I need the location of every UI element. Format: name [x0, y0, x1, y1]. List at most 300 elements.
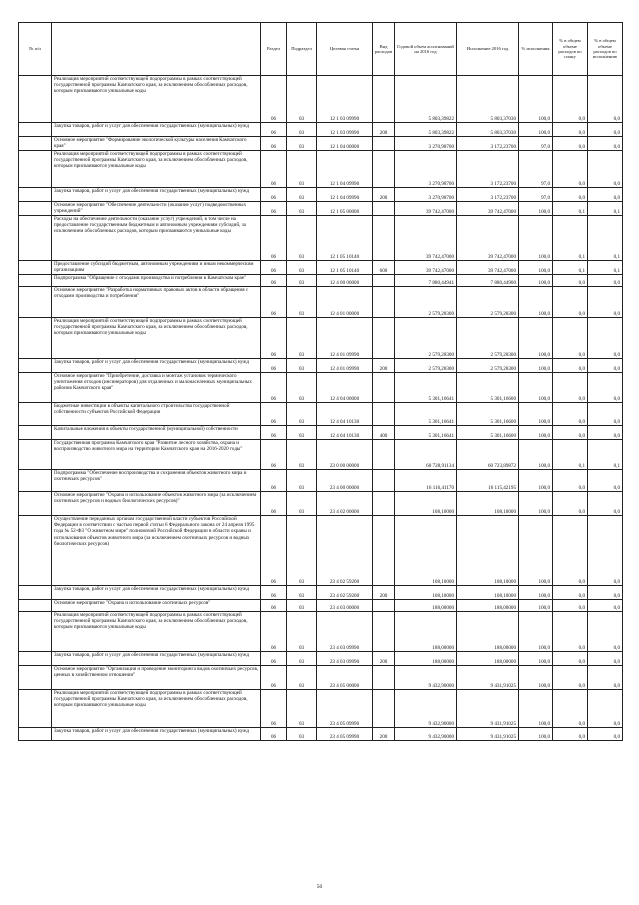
cell-share-exec: 0,0: [588, 600, 623, 612]
cell-num: [19, 440, 52, 470]
cell-executed: 2 579,28300: [457, 318, 519, 359]
cell-podrazdel: 03: [287, 426, 317, 440]
cell-share-plan: 0,0: [553, 516, 588, 586]
header-share-plan: % в общем объеме расходов по плану: [553, 23, 588, 76]
cell-share-plan: 0,0: [553, 275, 588, 287]
cell-planned: 16 116,41170: [395, 470, 457, 492]
cell-share-plan: 0,0: [553, 586, 588, 600]
cell-executed: 7 880,44900: [457, 275, 519, 287]
cell-target: 23 4 00 00000: [317, 470, 373, 492]
cell-share-plan: 0,1: [553, 261, 588, 275]
cell-podrazdel: 03: [287, 76, 317, 123]
cell-executed: 39 742,47000: [457, 261, 519, 275]
cell-planned: 188,00000: [395, 612, 457, 652]
cell-target: 12 4 04 10130: [317, 403, 373, 426]
cell-name: Бюджетные инвестиции в объекты капитального строительства государственной собственности субъектов Российской Федерации: [52, 403, 261, 426]
cell-executed: 3 172,23700: [457, 151, 519, 188]
cell-vid: [373, 151, 395, 188]
table-row: [19, 690, 623, 728]
table-row: [19, 151, 623, 188]
cell-pct: 100,0: [519, 516, 553, 586]
cell-razdel: 06: [261, 216, 287, 261]
cell-razdel: 06: [261, 151, 287, 188]
cell-executed: 9 431,91025: [457, 666, 519, 690]
cell-share-exec: 0,1: [588, 202, 623, 216]
cell-vid: [373, 516, 395, 586]
cell-name: Государственная программа Камчатского края "Развитие лесного хозяйства, охрана и воспроизводство животного мира на территории Камчатского края на 2016-2020 годы": [52, 440, 261, 470]
cell-razdel: 06: [261, 137, 287, 151]
cell-razdel: 06: [261, 275, 287, 287]
cell-podrazdel: 03: [287, 600, 317, 612]
cell-planned: 60 728,91134: [395, 440, 457, 470]
cell-num: [19, 151, 52, 188]
cell-executed: 9 431,91025: [457, 728, 519, 741]
cell-vid: 200: [373, 652, 395, 666]
cell-name: Расходы на обеспечение деятельности (оказание услуг) учреждений, в том числе на предоставление государственным бюджетным и автономным учреждениям субсидий, за исключением обособленных расходов, которым присваиваются уникальные коды: [52, 216, 261, 261]
cell-target: 23 4 02 00000: [317, 492, 373, 516]
budget-table: [18, 22, 623, 741]
cell-share-exec: 0,0: [588, 318, 623, 359]
cell-share-exec: 0,1: [588, 216, 623, 261]
cell-target: 12 4 04 10130: [317, 426, 373, 440]
cell-name: Реализация мероприятий соответствующей подпрограммы в рамках соответствующей государственной программы Камчатского края, за исключением обособленных расходов, которым присваиваются уникальные коды: [52, 151, 261, 188]
cell-vid: [373, 137, 395, 151]
header-podrazdel: Подраздел: [287, 23, 317, 76]
cell-share-plan: 0,0: [553, 492, 588, 516]
cell-razdel: 06: [261, 690, 287, 728]
cell-name: Закупка товаров, работ и услуг для обеспечения государственных (муниципальных) нужд: [52, 123, 261, 137]
header-planned: Годовой объем ассигнований на 2016 год: [395, 23, 457, 76]
header-num: № п/п: [19, 23, 52, 76]
cell-target: 12 1 04 09990: [317, 151, 373, 188]
cell-razdel: 06: [261, 359, 287, 373]
cell-planned: 9 432,90000: [395, 690, 457, 728]
cell-vid: [373, 403, 395, 426]
header-executed: Исполнение 2016 год: [457, 23, 519, 76]
cell-vid: 200: [373, 728, 395, 741]
cell-executed: 5 803,37030: [457, 123, 519, 137]
cell-vid: [373, 76, 395, 123]
cell-planned: 188,00000: [395, 600, 457, 612]
cell-pct: 100,0: [519, 123, 553, 137]
cell-pct: 100,0: [519, 403, 553, 426]
cell-name: Закупка товаров, работ и услуг для обеспечения государственных (муниципальных) нужд: [52, 586, 261, 600]
cell-target: 12 4 01 00000: [317, 287, 373, 318]
cell-name: Основное мероприятие "Разработка нормативных правовых актов в области обращения с отходами производства и потребления": [52, 287, 261, 318]
cell-planned: 9 432,90000: [395, 728, 457, 741]
cell-share-plan: 0,0: [553, 151, 588, 188]
cell-razdel: 06: [261, 373, 287, 403]
table-row: [19, 440, 623, 470]
cell-vid: 200: [373, 359, 395, 373]
cell-pct: 97,0: [519, 188, 553, 202]
header-razdel: Раздел: [261, 23, 287, 76]
cell-num: [19, 76, 52, 123]
cell-target: 12 4 00 00000: [317, 275, 373, 287]
cell-num: [19, 470, 52, 492]
cell-podrazdel: 03: [287, 728, 317, 741]
cell-name: Закупка товаров, работ и услуг для обеспечения государственных (муниципальных) нужд: [52, 359, 261, 373]
cell-planned: 3 270,98700: [395, 151, 457, 188]
cell-podrazdel: 03: [287, 151, 317, 188]
cell-name: Осуществление переданных органам государственной власти субъектов Российской Федерации в соответствии с частью первой статьи 6 Федерального закона от 24 апреля 1995 года № 52-ФЗ "О животном мире" полномочий Российской Федерации в области охраны и использования объектов животного мира (за исключением охотничьих ресурсов и водных биологических ресурсов): [52, 516, 261, 586]
cell-planned: 39 742,47000: [395, 216, 457, 261]
table-row: [19, 123, 623, 137]
table-row: [19, 728, 623, 741]
cell-planned: 5 301,16641: [395, 403, 457, 426]
header-pct: % исполнения: [519, 23, 553, 76]
cell-share-exec: 0,1: [588, 261, 623, 275]
cell-podrazdel: 03: [287, 492, 317, 516]
cell-razdel: 06: [261, 470, 287, 492]
cell-executed: 108,10000: [457, 516, 519, 586]
cell-share-exec: 0,0: [588, 516, 623, 586]
cell-share-exec: 0,0: [588, 728, 623, 741]
table-row: [19, 470, 623, 492]
table-row: [19, 426, 623, 440]
cell-share-plan: 0,0: [553, 137, 588, 151]
cell-target: 23 4 03 00000: [317, 600, 373, 612]
cell-num: [19, 188, 52, 202]
cell-name: Основное мероприятие "Формирование экологической культуры населения Камчатского края": [52, 137, 261, 151]
cell-executed: 188,00000: [457, 612, 519, 652]
cell-razdel: 06: [261, 666, 287, 690]
table-row: [19, 359, 623, 373]
cell-name: Реализация мероприятий соответствующей подпрограммы в рамках соответствующей государственной программы Камчатского края, за исключением обособленных расходов, которым присваиваются уникальные коды: [52, 612, 261, 652]
table-row: [19, 275, 623, 287]
cell-pct: 100,0: [519, 600, 553, 612]
cell-pct: 100,0: [519, 690, 553, 728]
cell-num: [19, 261, 52, 275]
cell-razdel: 06: [261, 440, 287, 470]
cell-razdel: 06: [261, 202, 287, 216]
cell-share-exec: 0,0: [588, 612, 623, 652]
table-row: [19, 373, 623, 403]
cell-share-plan: 0,0: [553, 403, 588, 426]
cell-share-exec: 0,0: [588, 137, 623, 151]
cell-target: 12 1 04 00000: [317, 137, 373, 151]
cell-num: [19, 137, 52, 151]
cell-name: Предоставление субсидий бюджетным, автономным учреждениям и иным некоммерческим организациям: [52, 261, 261, 275]
cell-podrazdel: 03: [287, 373, 317, 403]
cell-share-plan: 0,0: [553, 373, 588, 403]
budget-table-sheet: [18, 22, 622, 741]
cell-pct: 100,0: [519, 440, 553, 470]
cell-target: 23 4 05 09990: [317, 728, 373, 741]
cell-executed: 5 301,16600: [457, 403, 519, 426]
cell-pct: 97,0: [519, 151, 553, 188]
cell-podrazdel: 03: [287, 586, 317, 600]
cell-vid: [373, 287, 395, 318]
cell-planned: 2 579,28300: [395, 318, 457, 359]
cell-podrazdel: 03: [287, 202, 317, 216]
cell-name: Реализация мероприятий соответствующей подпрограммы в рамках соответствующей государственной программы Камчатского края, за исключением обособленных расходов, которым присваиваются уникальные коды: [52, 690, 261, 728]
cell-share-plan: 0,1: [553, 440, 588, 470]
cell-executed: 16 115,42195: [457, 470, 519, 492]
cell-share-exec: 0,0: [588, 652, 623, 666]
cell-razdel: 06: [261, 188, 287, 202]
cell-podrazdel: 03: [287, 287, 317, 318]
table-row: [19, 216, 623, 261]
cell-pct: 100,0: [519, 202, 553, 216]
cell-target: 23 4 03 09990: [317, 612, 373, 652]
cell-num: [19, 426, 52, 440]
cell-share-plan: 0,0: [553, 188, 588, 202]
cell-executed: 3 172,23700: [457, 188, 519, 202]
cell-share-plan: 0,1: [553, 216, 588, 261]
cell-planned: 5 803,39822: [395, 76, 457, 123]
cell-share-exec: 0,0: [588, 426, 623, 440]
cell-podrazdel: 03: [287, 359, 317, 373]
cell-planned: 2 579,28300: [395, 359, 457, 373]
cell-target: 23 4 02 59200: [317, 586, 373, 600]
cell-planned: 3 270,98700: [395, 188, 457, 202]
cell-name: Основное мероприятие "Охрана и использование охотничьих ресурсов": [52, 600, 261, 612]
cell-share-plan: 0,0: [553, 728, 588, 741]
cell-planned: 9 432,90000: [395, 666, 457, 690]
cell-name: Закупка товаров, работ и услуг для обеспечения государственных (муниципальных) нужд: [52, 652, 261, 666]
cell-share-plan: 0,0: [553, 470, 588, 492]
cell-vid: 400: [373, 426, 395, 440]
cell-podrazdel: 03: [287, 137, 317, 151]
cell-num: [19, 728, 52, 741]
cell-vid: [373, 318, 395, 359]
cell-name: Основное мероприятие "Приобретение, доставка и монтаж установок термического уничтожения отходов (инсинераторов) для отдаленных и малонаселенных муниципальных районов Камчатского края": [52, 373, 261, 403]
cell-share-exec: 0,0: [588, 151, 623, 188]
cell-share-exec: 0,0: [588, 188, 623, 202]
table-row: [19, 188, 623, 202]
cell-target: 23 4 05 00000: [317, 666, 373, 690]
cell-razdel: 06: [261, 492, 287, 516]
cell-executed: 108,10000: [457, 492, 519, 516]
cell-vid: [373, 216, 395, 261]
cell-planned: 39 742,47000: [395, 261, 457, 275]
table-row: [19, 612, 623, 652]
cell-num: [19, 612, 52, 652]
cell-podrazdel: 03: [287, 261, 317, 275]
cell-vid: [373, 492, 395, 516]
cell-share-exec: 0,0: [588, 373, 623, 403]
cell-executed: 39 742,47000: [457, 216, 519, 261]
cell-target: 12 1 03 09990: [317, 123, 373, 137]
cell-target: 23 0 00 00000: [317, 440, 373, 470]
cell-vid: [373, 600, 395, 612]
cell-name: Закупка товаров, работ и услуг для обеспечения государственных (муниципальных) нужд: [52, 188, 261, 202]
table-row: [19, 652, 623, 666]
cell-pct: 100,0: [519, 216, 553, 261]
cell-podrazdel: 03: [287, 440, 317, 470]
cell-target: 12 1 05 00000: [317, 202, 373, 216]
cell-num: [19, 652, 52, 666]
cell-num: [19, 318, 52, 359]
table-row: [19, 202, 623, 216]
cell-pct: 100,0: [519, 728, 553, 741]
table-row: [19, 137, 623, 151]
cell-executed: 108,10000: [457, 586, 519, 600]
cell-planned: 5 803,39822: [395, 123, 457, 137]
cell-share-exec: 0,0: [588, 123, 623, 137]
cell-share-plan: 0,0: [553, 612, 588, 652]
table-row: [19, 516, 623, 586]
cell-podrazdel: 03: [287, 216, 317, 261]
cell-executed: 188,00000: [457, 652, 519, 666]
cell-vid: [373, 470, 395, 492]
cell-razdel: 06: [261, 261, 287, 275]
cell-razdel: 06: [261, 600, 287, 612]
cell-share-exec: 0,0: [588, 275, 623, 287]
cell-share-exec: 0,1: [588, 440, 623, 470]
cell-num: [19, 123, 52, 137]
cell-name: Основное мероприятие "Организация и проведение мониторинга видов охотничьих ресурсов, ценных в хозяйственном отношении": [52, 666, 261, 690]
header-share-exec: % в общем объеме расходов по исполнению: [588, 23, 623, 76]
cell-share-plan: 0,0: [553, 76, 588, 123]
cell-share-plan: 0,0: [553, 600, 588, 612]
cell-num: [19, 359, 52, 373]
cell-podrazdel: 03: [287, 516, 317, 586]
cell-share-plan: 0,1: [553, 202, 588, 216]
cell-num: [19, 690, 52, 728]
cell-target: 23 4 03 09990: [317, 652, 373, 666]
cell-share-exec: 0,0: [588, 287, 623, 318]
cell-vid: 200: [373, 123, 395, 137]
cell-share-exec: 0,0: [588, 470, 623, 492]
cell-num: [19, 600, 52, 612]
cell-share-plan: 0,0: [553, 318, 588, 359]
cell-razdel: 06: [261, 516, 287, 586]
cell-vid: [373, 666, 395, 690]
cell-share-plan: 0,0: [553, 359, 588, 373]
cell-vid: [373, 202, 395, 216]
cell-planned: 108,10000: [395, 492, 457, 516]
cell-share-plan: 0,0: [553, 652, 588, 666]
cell-razdel: 06: [261, 403, 287, 426]
cell-executed: 5 301,16600: [457, 373, 519, 403]
cell-name: Закупка товаров, работ и услуг для обеспечения государственных (муниципальных) нужд: [52, 728, 261, 741]
cell-pct: 100,0: [519, 287, 553, 318]
page-number: 50: [316, 884, 323, 890]
cell-num: [19, 373, 52, 403]
cell-share-exec: 0,0: [588, 403, 623, 426]
cell-planned: 5 301,16641: [395, 426, 457, 440]
cell-num: [19, 586, 52, 600]
cell-share-exec: 0,0: [588, 690, 623, 728]
cell-executed: 39 742,47000: [457, 202, 519, 216]
cell-target: 23 4 05 09990: [317, 690, 373, 728]
cell-podrazdel: 03: [287, 275, 317, 287]
cell-name: Реализация мероприятий соответствующей подпрограммы в рамках соответствующей государственной программы Камчатского края, за исключением обособленных расходов, которым присваиваются уникальные коды: [52, 76, 261, 123]
cell-razdel: 06: [261, 426, 287, 440]
cell-vid: [373, 373, 395, 403]
cell-target: 12 1 03 09990: [317, 76, 373, 123]
table-row: [19, 600, 623, 612]
cell-executed: 2 579,28300: [457, 359, 519, 373]
cell-num: [19, 202, 52, 216]
cell-num: [19, 216, 52, 261]
table-row: [19, 261, 623, 275]
table-row: [19, 76, 623, 123]
cell-pct: 100,0: [519, 666, 553, 690]
header-vid: Вид расходов: [373, 23, 395, 76]
cell-pct: 100,0: [519, 373, 553, 403]
cell-podrazdel: 03: [287, 666, 317, 690]
cell-target: 12 1 05 10140: [317, 216, 373, 261]
cell-planned: 39 742,47000: [395, 202, 457, 216]
cell-podrazdel: 03: [287, 652, 317, 666]
cell-pct: 100,0: [519, 426, 553, 440]
cell-razdel: 06: [261, 612, 287, 652]
cell-pct: 100,0: [519, 492, 553, 516]
cell-vid: [373, 690, 395, 728]
cell-executed: 3 172,23700: [457, 137, 519, 151]
cell-target: 12 4 01 09990: [317, 318, 373, 359]
cell-vid: 200: [373, 188, 395, 202]
cell-planned: 2 579,28300: [395, 287, 457, 318]
cell-razdel: 06: [261, 76, 287, 123]
cell-num: [19, 287, 52, 318]
cell-name: Подпрограмма "Обращение с отходами производства и потребления в Камчатском крае": [52, 275, 261, 287]
cell-razdel: 06: [261, 728, 287, 741]
cell-target: 12 1 04 09990: [317, 188, 373, 202]
cell-planned: 7 880,44941: [395, 275, 457, 287]
cell-num: [19, 275, 52, 287]
cell-num: [19, 492, 52, 516]
cell-target: 12 4 01 09990: [317, 359, 373, 373]
cell-pct: 97,0: [519, 137, 553, 151]
cell-pct: 100,0: [519, 275, 553, 287]
cell-share-exec: 0,0: [588, 492, 623, 516]
cell-vid: 600: [373, 261, 395, 275]
cell-share-exec: 0,0: [588, 586, 623, 600]
cell-razdel: 06: [261, 318, 287, 359]
cell-num: [19, 516, 52, 586]
cell-pct: 100,0: [519, 612, 553, 652]
cell-podrazdel: 03: [287, 470, 317, 492]
table-header-row: [19, 23, 623, 76]
table-row: [19, 287, 623, 318]
cell-vid: [373, 440, 395, 470]
cell-share-exec: 0,0: [588, 359, 623, 373]
cell-planned: 188,00000: [395, 652, 457, 666]
cell-share-exec: 0,0: [588, 666, 623, 690]
cell-executed: 5 301,16600: [457, 426, 519, 440]
cell-podrazdel: 03: [287, 403, 317, 426]
cell-podrazdel: 03: [287, 612, 317, 652]
cell-target: 23 4 02 59200: [317, 516, 373, 586]
table-row: [19, 318, 623, 359]
cell-podrazdel: 03: [287, 123, 317, 137]
cell-share-plan: 0,0: [553, 426, 588, 440]
cell-num: [19, 666, 52, 690]
cell-name: Подпрограмма "Обеспечение воспроизводства и сохранения объектов животного мира и охотничьих ресурсов": [52, 470, 261, 492]
cell-podrazdel: 03: [287, 188, 317, 202]
table-row: [19, 492, 623, 516]
cell-pct: 100,0: [519, 586, 553, 600]
cell-share-exec: 0,0: [588, 76, 623, 123]
cell-podrazdel: 03: [287, 690, 317, 728]
cell-share-plan: 0,0: [553, 690, 588, 728]
cell-pct: 100,0: [519, 470, 553, 492]
cell-name: Основное мероприятие "Обеспечение деятельности (оказание услуг) подведомственных учреждений": [52, 202, 261, 216]
cell-executed: 2 579,28300: [457, 287, 519, 318]
cell-vid: 200: [373, 586, 395, 600]
cell-share-plan: 0,0: [553, 123, 588, 137]
cell-share-plan: 0,0: [553, 287, 588, 318]
cell-planned: 3 270,98700: [395, 137, 457, 151]
cell-pct: 100,0: [519, 652, 553, 666]
cell-razdel: 06: [261, 586, 287, 600]
cell-podrazdel: 03: [287, 318, 317, 359]
cell-planned: 5 301,16641: [395, 373, 457, 403]
